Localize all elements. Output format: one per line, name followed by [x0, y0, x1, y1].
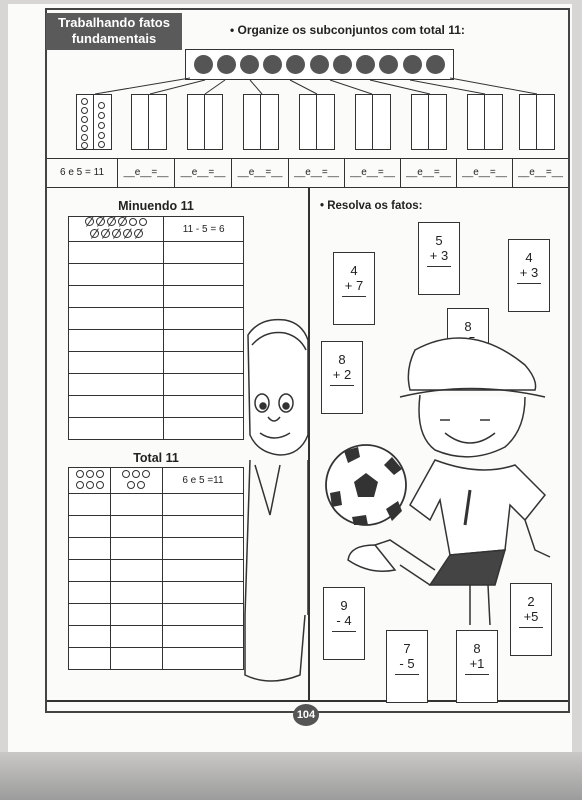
table-cell[interactable]: [164, 352, 244, 374]
equations-row: [47, 158, 568, 188]
table-cell[interactable]: [69, 374, 164, 396]
circle-icon: [96, 481, 104, 489]
subset-pair[interactable]: [187, 94, 223, 150]
table-cell[interactable]: [111, 516, 163, 538]
card-operation: +5: [523, 609, 539, 624]
minuendo-example-circles: [69, 217, 164, 242]
table-cell[interactable]: [162, 648, 243, 670]
table-cell[interactable]: [164, 396, 244, 418]
crossed-circle-icon: [118, 217, 127, 226]
table-cell[interactable]: [111, 648, 163, 670]
crossed-circle-icon: [96, 217, 105, 226]
table-cell[interactable]: [164, 286, 244, 308]
total-title: Total 11: [133, 451, 179, 465]
fact-card[interactable]: [508, 239, 550, 312]
total-example-five: [111, 468, 163, 494]
fact-card[interactable]: [510, 583, 552, 656]
blank-equation[interactable]: __e__=__: [174, 159, 231, 187]
circle-icon: [76, 470, 84, 478]
subset-pair[interactable]: [131, 94, 167, 150]
circle-icon: [137, 481, 145, 489]
total-example-result: 6 e 5 =11: [162, 468, 243, 494]
subset-pair[interactable]: [467, 94, 503, 150]
blank-equation[interactable]: __e__=__: [117, 159, 174, 187]
minuendo-title: Minuendo 11: [118, 199, 194, 213]
table-cell[interactable]: [164, 330, 244, 352]
total-table: [68, 467, 244, 670]
scan-shadow: [0, 752, 582, 800]
circle-icon: [81, 107, 88, 114]
soccer-ball-illustration: [322, 443, 412, 528]
table-cell[interactable]: [111, 494, 163, 516]
boy-illustration: [240, 315, 310, 695]
blank-equation[interactable]: __e__=__: [344, 159, 400, 187]
table-cell[interactable]: [162, 494, 243, 516]
table-cell[interactable]: [69, 648, 111, 670]
table-cell[interactable]: [69, 604, 111, 626]
card-operation: + 2: [332, 367, 352, 382]
table-cell[interactable]: [162, 516, 243, 538]
table-cell[interactable]: [164, 418, 244, 440]
example-equation: 6 e 5 = 11: [59, 167, 105, 178]
card-top-number: 5: [435, 233, 443, 248]
table-cell[interactable]: [69, 352, 164, 374]
card-top-number: 8: [473, 641, 481, 656]
circle-icon: [81, 142, 88, 149]
circle-icon: [81, 125, 88, 132]
circle-icon: [142, 470, 150, 478]
subset-pair[interactable]: [355, 94, 391, 150]
card-operation: + 3: [519, 265, 539, 280]
circle-icon: [98, 112, 105, 119]
table-cell[interactable]: [69, 264, 164, 286]
circle-icon: [98, 122, 105, 129]
crossed-circle-icon: [107, 217, 116, 226]
connector-lines: [0, 0, 582, 100]
circle-icon: [81, 134, 88, 141]
subset-pair[interactable]: [519, 94, 555, 150]
table-cell[interactable]: [69, 494, 111, 516]
table-cell[interactable]: [69, 396, 164, 418]
table-cell[interactable]: [69, 560, 111, 582]
circle-icon: [132, 470, 140, 478]
subset-example: [76, 94, 112, 150]
table-cell[interactable]: [162, 626, 243, 648]
subset-pair[interactable]: [299, 94, 335, 150]
circle-icon: [76, 481, 84, 489]
blank-equation[interactable]: __e__=__: [231, 159, 288, 187]
circle-icon: [127, 481, 135, 489]
card-operation: + 7: [344, 278, 364, 293]
card-top-number: 8: [338, 352, 346, 367]
card-answer-line: [517, 283, 541, 284]
table-cell[interactable]: [69, 418, 164, 440]
circle-icon: [81, 116, 88, 123]
card-top-number: 2: [527, 594, 535, 609]
crossed-circle-icon: [101, 229, 110, 238]
table-cell[interactable]: [162, 582, 243, 604]
crossed-circle-icon: [123, 229, 132, 238]
fact-card[interactable]: [418, 222, 460, 295]
total-example-six: [69, 468, 111, 494]
subset-box: [94, 94, 112, 150]
circle-icon: [129, 218, 137, 226]
table-cell[interactable]: [162, 538, 243, 560]
fact-card[interactable]: [323, 587, 365, 660]
table-cell[interactable]: [164, 374, 244, 396]
card-top-number: 4: [350, 263, 358, 278]
title-line-2: fundamentais: [71, 31, 157, 46]
crossed-circle-icon: [134, 229, 143, 238]
card-answer-line: [427, 266, 451, 267]
table-cell[interactable]: [111, 626, 163, 648]
circle-icon: [98, 141, 105, 148]
circle-icon: [86, 470, 94, 478]
card-top-number: 9: [340, 598, 348, 613]
table-cell[interactable]: [69, 582, 111, 604]
subset-pair[interactable]: [411, 94, 447, 150]
table-cell[interactable]: [69, 538, 111, 560]
fact-card[interactable]: [333, 252, 375, 325]
card-operation: + 3: [429, 248, 449, 263]
circle-icon: [139, 218, 147, 226]
circle-icon: [98, 102, 105, 109]
table-cell[interactable]: [69, 286, 164, 308]
circle-icon: [98, 132, 105, 139]
card-top-number: 7: [403, 641, 411, 656]
table-cell[interactable]: [162, 604, 243, 626]
table-cell[interactable]: [69, 242, 164, 264]
table-cell[interactable]: [69, 330, 164, 352]
fact-card[interactable]: [456, 630, 498, 703]
subset-box: [76, 94, 94, 150]
circle-icon: [81, 98, 88, 105]
blank-equation[interactable]: __e__=__: [400, 159, 456, 187]
card-operation: - 4: [336, 613, 352, 628]
table-cell[interactable]: [111, 560, 163, 582]
circle-icon: [122, 470, 130, 478]
table-cell[interactable]: [69, 308, 164, 330]
table-cell[interactable]: [162, 560, 243, 582]
crossed-circle-icon: [85, 217, 94, 226]
circle-icon: [96, 470, 104, 478]
table-cell[interactable]: [164, 308, 244, 330]
card-answer-line: [342, 296, 366, 297]
fact-card[interactable]: [386, 630, 428, 703]
circle-icon: [86, 481, 94, 489]
minuendo-table: [68, 216, 244, 440]
title-line-1: Trabalhando fatos: [58, 15, 170, 30]
instruction-resolve: • Resolva os fatos:: [320, 200, 423, 212]
blank-equation[interactable]: __e__=__: [456, 159, 512, 187]
crossed-circle-icon: [112, 229, 121, 238]
card-answer-line: [332, 631, 356, 632]
table-cell[interactable]: [164, 264, 244, 286]
card-operation: - 5: [399, 656, 415, 671]
table-cell[interactable]: [69, 516, 111, 538]
crossed-circle-icon: [90, 229, 99, 238]
blank-equation[interactable]: __e__=__: [288, 159, 344, 187]
blank-equation[interactable]: __e__=__: [512, 159, 568, 187]
subset-pair[interactable]: [243, 94, 279, 150]
table-cell[interactable]: [69, 626, 111, 648]
table-cell[interactable]: [111, 538, 163, 560]
card-top-number: 4: [525, 250, 533, 265]
card-top-number: 8: [464, 319, 472, 334]
table-cell[interactable]: [111, 604, 163, 626]
table-cell[interactable]: [164, 242, 244, 264]
page-number: 104: [293, 704, 319, 726]
card-operation: +1: [469, 656, 485, 671]
card-answer-line: [519, 627, 543, 628]
card-answer-line: [465, 674, 489, 675]
instruction-organize: • Organize os subconjuntos com total 11:: [230, 23, 465, 37]
minuendo-example-result: 11 - 5 = 6: [164, 217, 244, 242]
table-cell[interactable]: [111, 582, 163, 604]
card-answer-line: [395, 674, 419, 675]
